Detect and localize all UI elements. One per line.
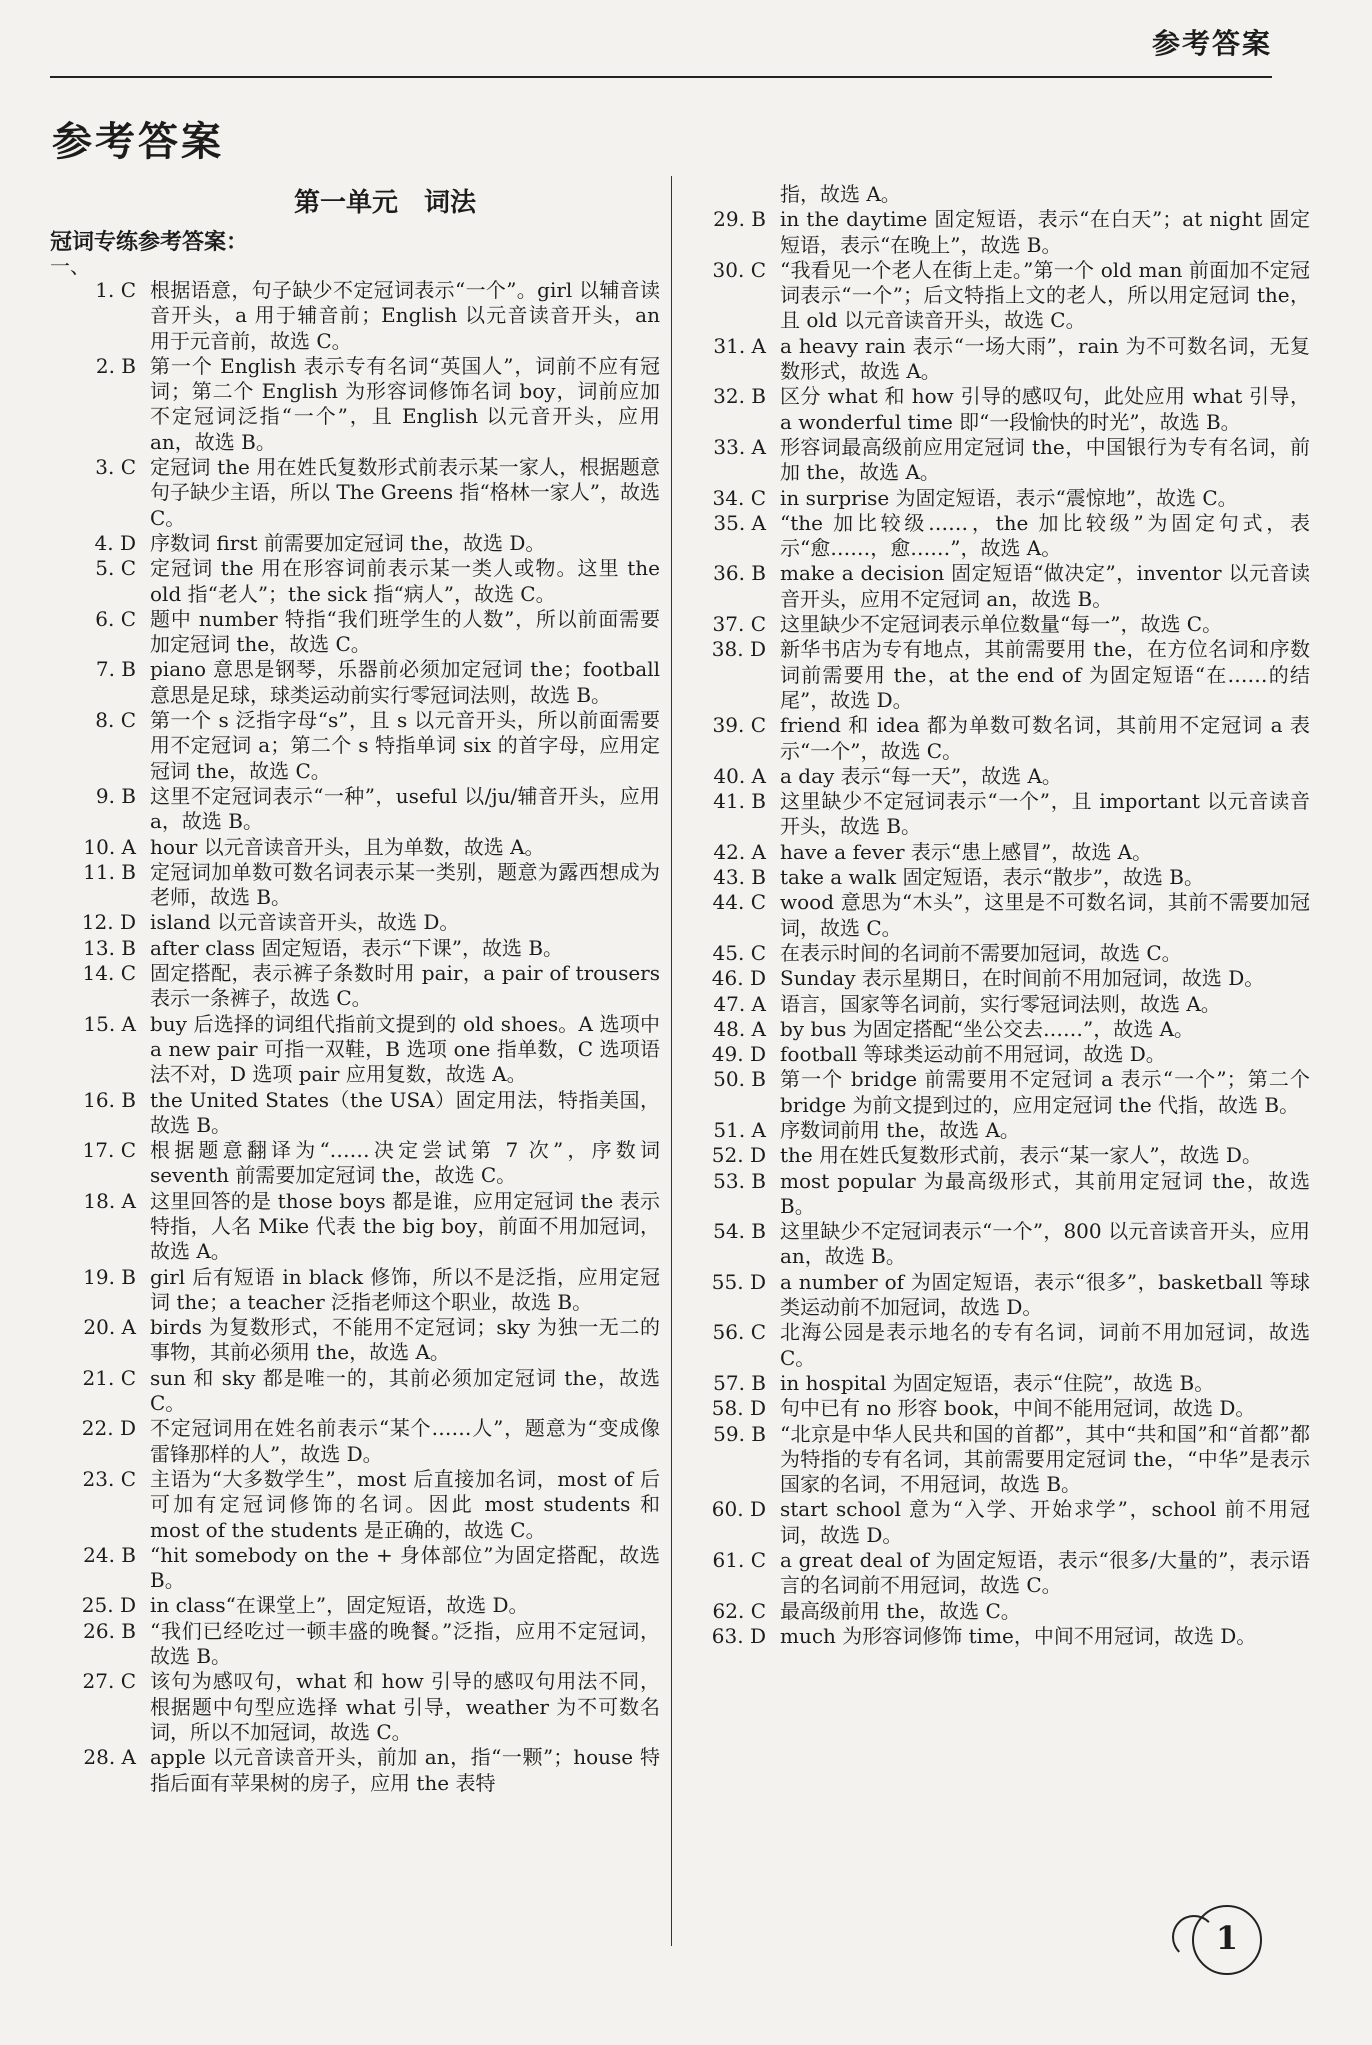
answer-item — [50, 657, 660, 708]
answer-number: 46. D — [711, 966, 766, 991]
answer-item — [50, 1593, 660, 1618]
answer-number: 53. B — [713, 1168, 766, 1193]
answer-item — [700, 486, 1310, 511]
answer-item — [700, 865, 1310, 890]
answer-number: 42. A — [713, 839, 766, 864]
answer-explanation: take a walk 固定短语，表示“散步”，故选 B。 — [780, 865, 1204, 890]
answer-number: 16. B — [83, 1087, 136, 1112]
answer-number: 58. D — [711, 1396, 766, 1421]
answer-number: 47. A — [713, 991, 766, 1016]
answer-number: 25. D — [81, 1593, 136, 1618]
answer-item — [700, 1017, 1310, 1042]
answer-explanation: island 以元音读音开头，故选 D。 — [150, 910, 460, 935]
answer-explanation: 这里缺少不定冠词表示“一个”，且 important 以元音读音开头，故选 B。 — [780, 789, 1310, 839]
answer-number: 52. D — [711, 1143, 766, 1168]
answer-explanation: football 等球类运动前不用冠词，故选 D。 — [780, 1042, 1166, 1067]
answer-item — [50, 835, 660, 860]
answer-explanation: 形容词最高级前应用定冠词 the，中国银行为专有名词，前加 the，故选 A。 — [780, 434, 1310, 485]
answer-explanation: the United States（the USA）固定用法，特指美国，故选 B。 — [150, 1087, 660, 1137]
page-number: 1 — [1192, 1905, 1262, 1975]
answer-item — [700, 789, 1310, 840]
answer-explanation: “the 加比较级……，the 加比较级”为固定句式，表示“愈……，愈……”，故选 A。 — [780, 510, 1310, 561]
answer-item — [50, 1543, 660, 1594]
answer-explanation: 句中已有 no 形容 book，中间不能用冠词，故选 D。 — [780, 1396, 1256, 1421]
answer-item — [700, 713, 1310, 764]
answer-number: 49. D — [711, 1042, 766, 1067]
answer-item — [700, 1422, 1310, 1498]
answer-number: 19. B — [83, 1264, 136, 1289]
answer-item — [700, 764, 1310, 789]
answer-number: 51. A — [713, 1117, 766, 1142]
answer-number: 28. A — [83, 1745, 136, 1770]
answer-explanation: 北海公园是表示地名的专有名词，词前不用加冠词，故选 C。 — [780, 1320, 1310, 1370]
answer-number: 1. C — [95, 278, 136, 302]
answer-number: 61. C — [712, 1548, 766, 1573]
answer-explanation: after class 固定短语，表示“下课”，故选 B。 — [150, 935, 564, 960]
answer-number: 37. C — [712, 612, 766, 637]
answer-explanation: a heavy rain 表示“一场大雨”，rain 为不可数名词，无复数形式，故选 A。 — [780, 333, 1310, 384]
answer-number: 63. D — [711, 1623, 766, 1648]
answer-item — [50, 1366, 660, 1417]
answer-explanation: 新华书店为专有地点，其前需要用 the，在方位名词和序数词前需要用 the，at the end of 为固定短语“在……的结尾”，故选 D。 — [780, 637, 1310, 712]
answer-number: 39. C — [712, 713, 766, 738]
answer-number: 29. B — [713, 207, 766, 232]
answer-explanation: “我看见一个老人在街上走。”第一个 old man 前面加不定冠词表示“一个”；后文特指上文的老人，所以用定冠词 the，且 old 以元音读音开头，故选 C。 — [780, 257, 1310, 333]
answer-item — [700, 334, 1310, 385]
answer-number: 36. B — [713, 561, 766, 586]
answer-item — [700, 1371, 1310, 1396]
section-number: 一、 — [50, 254, 90, 278]
answer-item — [50, 607, 660, 658]
answer-explanation: 主语为“大多数学生”，most 后直接加名词，most of 后可加有定冠词修饰的名词。因此 most students 和 most of the students 是正确的，故选 C。 — [150, 1466, 660, 1542]
answer-number: 45. C — [712, 940, 766, 965]
answer-number: 12. D — [81, 910, 136, 935]
answer-item — [700, 966, 1310, 991]
answer-explanation: 这里缺少不定冠词表示单位数量“每一”，故选 C。 — [780, 612, 1223, 637]
answer-item — [50, 1189, 660, 1265]
answer-number: 54. B — [713, 1219, 766, 1244]
answer-explanation: make a decision 固定短语“做决定”，inventor 以元音读音开头，应用不定冠词 an，故选 B。 — [780, 561, 1310, 611]
answer-explanation: “我们已经吃过一顿丰盛的晚餐。”泛指，应用不定冠词，故选 B。 — [150, 1618, 660, 1669]
answer-item — [50, 455, 660, 531]
answer-explanation: 固定搭配，表示裤子条数时用 pair，a pair of trousers 表示一条裤子，故选 C。 — [150, 961, 660, 1011]
answer-explanation: wood 意思为“木头”，这里是不可数名词，其前不需要加冠词，故选 C。 — [780, 890, 1310, 940]
answer-item — [700, 1497, 1310, 1548]
answer-list-right — [700, 207, 1310, 1649]
page-title: 参考答案 — [52, 119, 224, 165]
answer-number: 30. C — [712, 257, 766, 282]
answer-explanation: birds 为复数形式，不能用不定冠词；sky 为独一无二的事物，其前必须用 the，故选 A。 — [150, 1315, 660, 1365]
answer-number: 50. B — [713, 1067, 766, 1092]
answer-number: 44. C — [712, 890, 766, 915]
answer-number: 34. C — [712, 485, 766, 510]
answer-number: 10. A — [83, 834, 136, 859]
answer-explanation: a number of 为固定短语，表示“很多”，basketball 等球类运动前不加冠词，故选 D。 — [780, 1269, 1310, 1320]
answer-explanation: 不定冠词用在姓名前表示“某个……人”，题意为“变成像雷锋那样的人”，故选 D。 — [150, 1416, 660, 1466]
answer-number: 38. D — [711, 637, 766, 662]
answer-item — [700, 1143, 1310, 1168]
answer-number: 43. B — [713, 865, 766, 890]
answer-item — [700, 511, 1310, 562]
answer-explanation: 定冠词 the 用在形容词前表示某一类人或物。这里 the old 指“老人”；the sick 指“病人”，故选 C。 — [150, 556, 660, 606]
answer-explanation: 语言，国家等名词前，实行零冠词法则，故选 A。 — [780, 991, 1221, 1016]
answer-explanation: a great deal of 为固定短语，表示“很多/大量的”，表示语言的名词前不用冠词，故选 C。 — [780, 1548, 1310, 1598]
answer-item — [700, 1042, 1310, 1067]
answer-item — [50, 278, 660, 354]
answer-explanation: a day 表示“每一天”，故选 A。 — [780, 763, 1062, 788]
answer-number: 11. B — [83, 859, 136, 884]
answer-item — [700, 840, 1310, 865]
answer-number: 20. A — [83, 1315, 136, 1340]
answer-explanation: 第一个 English 表示专有名词“英国人”，词前不应有冠词；第二个 English 为形容词修饰名词 boy，词前应加不定冠词泛指“一个”，且 English 以元音开头，应用 an，故选 B。 — [150, 353, 660, 454]
left-column — [50, 182, 660, 1796]
answer-item — [700, 1548, 1310, 1599]
answer-item — [700, 890, 1310, 941]
answer-explanation: 根据题意翻译为“……决定尝试第 7 次”，序数词 seventh 前需要加定冠词 the，故选 C。 — [150, 1138, 660, 1188]
answer-number: 8. C — [95, 708, 136, 733]
answer-explanation: “北京是中华人民共和国的首都”，其中“共和国”和“首都”都为特指的专有名词，其前需要用定冠词 the，“中华”是表示国家的名词，不用冠词，故选 B。 — [780, 1421, 1310, 1497]
answer-explanation: much 为形容词修饰 time，中间不用冠词，故选 D。 — [780, 1623, 1257, 1648]
answer-item — [50, 1619, 660, 1670]
answer-explanation: piano 意思是钢琴，乐器前必须加定冠词 the；football 意思是足球，球类运动前实行零冠词法则，故选 B。 — [150, 657, 660, 707]
answer-number: 2. B — [95, 353, 136, 378]
answer-explanation: 定冠词加单数可数名词表示某一类别，题意为露西想成为老师，故选 B。 — [150, 859, 660, 910]
answer-explanation: friend 和 idea 都为单数可数名词，其前用不定冠词 a 表示“一个”，故选 C。 — [780, 713, 1310, 763]
answer-number: 6. C — [95, 606, 136, 631]
answer-item — [700, 637, 1310, 713]
answer-number: 56. C — [712, 1320, 766, 1345]
answer-item — [700, 1169, 1310, 1220]
answer-item — [50, 1012, 660, 1088]
answer-number: 57. B — [713, 1370, 766, 1395]
answer-number: 21. C — [82, 1365, 136, 1390]
answer-explanation: 该句为感叹句，what 和 how 引导的感叹句用法不同，根据题中句型应选择 what 引导，weather 为不可数名词，所以不加冠词，故选 C。 — [150, 1669, 660, 1744]
answer-explanation: the 用在姓氏复数形式前，表示“某一家人”，故选 D。 — [780, 1143, 1262, 1168]
answer-item — [50, 1416, 660, 1467]
answer-number: 15. A — [83, 1011, 136, 1036]
answer-number: 18. A — [83, 1188, 136, 1213]
answer-number: 9. B — [95, 783, 136, 808]
answer-explanation: 最高级前用 the，故选 C。 — [780, 1598, 1021, 1623]
answer-explanation: 题中 number 特指“我们班学生的人数”，所以前面需要加定冠词 the，故选 C。 — [150, 606, 660, 657]
answer-explanation: 序数词 first 前需要加定冠词 the，故选 D。 — [150, 530, 546, 555]
answer-item — [50, 961, 660, 1012]
answer-number: 31. A — [713, 333, 766, 358]
answer-item — [700, 207, 1310, 258]
answer-number: 33. A — [713, 434, 766, 459]
answer-item — [50, 1745, 660, 1796]
answer-number: 41. B — [713, 789, 766, 814]
answer-item — [50, 936, 660, 961]
answer-number: 32. B — [713, 384, 766, 409]
answer-explanation: 区分 what 和 how 引导的感叹句，此处应用 what 引导，a wonderful time 即“一段愉快的时光”，故选 B。 — [780, 384, 1310, 434]
answer-item — [50, 1467, 660, 1543]
answer-explanation: sun 和 sky 都是唯一的，其前必须加定冠词 the，故选 C。 — [150, 1365, 660, 1416]
answer-number: 22. D — [81, 1416, 136, 1441]
answer-number: 5. C — [95, 556, 136, 581]
answer-item — [50, 1669, 660, 1745]
answer-explanation: by bus 为固定搭配“坐公交去……”，故选 A。 — [780, 1016, 1195, 1041]
answer-item — [700, 435, 1310, 486]
answer-explanation: have a fever 表示“患上感冒”，故选 A。 — [780, 839, 1153, 864]
answer-number: 14. C — [82, 961, 136, 986]
answer-item — [50, 1265, 660, 1316]
answer-item — [700, 941, 1310, 966]
answer-item — [700, 1067, 1310, 1118]
answer-number: 13. B — [83, 935, 136, 960]
answer-item — [700, 1624, 1310, 1649]
answer-explanation: 第一个 bridge 前需要用不定冠词 a 表示“一个”；第二个 bridge 为前文提到过的，应用定冠词 the 代指，故选 B。 — [780, 1067, 1310, 1117]
answer-explanation: apple 以元音读音开头，前加 an，指“一颗”；house 特指后面有苹果树的房子，应用 the 表特 — [150, 1745, 660, 1795]
answer-explanation: Sunday 表示星期日，在时间前不用加冠词，故选 D。 — [780, 966, 1265, 991]
continuation-text: 指，故选 A。 — [780, 182, 901, 206]
answer-explanation: buy 后选择的词组代指前文提到的 old shoes。A 选项中 a new pair 可指一双鞋，B 选项 one 指单数，C 选项语法不对，D 选项 pair 应用复数，故选 A。 — [150, 1011, 660, 1087]
answer-explanation: hour 以元音读音开头，且为单数，故选 A。 — [150, 834, 545, 859]
header-rule — [50, 76, 1272, 78]
answer-explanation: 序数词前用 the，故选 A。 — [780, 1117, 1020, 1142]
column-divider — [671, 176, 672, 1946]
section-title: 冠词专练参考答案： — [50, 230, 249, 255]
answer-item — [700, 1118, 1310, 1143]
right-column — [700, 182, 1310, 1649]
answer-item — [50, 910, 660, 935]
answer-item — [700, 258, 1310, 334]
answer-item — [700, 384, 1310, 435]
answer-item — [50, 556, 660, 607]
answer-item — [50, 1138, 660, 1189]
answer-item — [700, 1270, 1310, 1321]
answer-item — [700, 1599, 1310, 1624]
unit-title: 第一单元 词法 — [293, 188, 476, 218]
answer-explanation: 定冠词 the 用在姓氏复数形式前表示某一家人，根据题意句子缺少主语，所以 The Greens 指“格林一家人”，故选 C。 — [150, 455, 660, 530]
answer-item — [50, 531, 660, 556]
answer-explanation: in hospital 为固定短语，表示“住院”，故选 B。 — [780, 1370, 1215, 1395]
answer-explanation: 根据语意，句子缺少不定冠词表示“一个”。girl 以辅音读音开头，a 用于辅音前；English 以元音读音开头，an 用于元音前，故选 C。 — [150, 278, 660, 353]
answer-number: 27. C — [82, 1669, 136, 1694]
answer-number: 40. A — [713, 763, 766, 788]
answer-item — [50, 354, 660, 455]
answer-explanation: in surprise 为固定短语，表示“震惊地”，故选 C。 — [780, 485, 1238, 510]
answer-item — [700, 1219, 1310, 1270]
answer-number: 60. D — [711, 1497, 766, 1522]
answer-number: 3. C — [95, 455, 136, 480]
answer-explanation: 这里不定冠词表示“一种”，useful 以/ju/辅音开头，应用 a，故选 B。 — [150, 783, 660, 834]
answer-explanation: in class“在课堂上”，固定短语，故选 D。 — [150, 1593, 529, 1618]
answer-number: 23. C — [82, 1466, 136, 1491]
answer-item — [700, 1396, 1310, 1421]
header-tab: 参考答案 — [1151, 27, 1272, 60]
answer-number: 4. D — [94, 530, 136, 555]
answer-number: 24. B — [83, 1542, 136, 1567]
answer-explanation: 这里缺少不定冠词表示“一个”，800 以元音读音开头，应用 an，故选 B。 — [780, 1219, 1310, 1269]
answer-item — [50, 708, 660, 784]
answer-explanation: 在表示时间的名词前不需要加冠词，故选 C。 — [780, 940, 1182, 965]
answer-explanation: 第一个 s 泛指字母“s”，且 s 以元音开头，所以前面需要用不定冠词 a；第二个 s 特指单词 six 的首字母，应用定冠词 the，故选 C。 — [150, 708, 660, 783]
answer-number: 7. B — [95, 657, 136, 682]
answer-explanation: “hit somebody on the + 身体部位”为固定搭配，故选 B。 — [150, 1542, 660, 1593]
answer-number: 26. B — [83, 1618, 136, 1643]
answer-item — [700, 612, 1310, 637]
answer-item — [700, 992, 1310, 1017]
answer-number: 62. C — [712, 1598, 766, 1623]
answer-explanation: girl 后有短语 in black 修饰，所以不是泛指，应用定冠词 the；a teacher 泛指老师这个职业，故选 B。 — [150, 1264, 660, 1314]
answer-list-left — [50, 278, 660, 1796]
answer-item — [50, 1315, 660, 1366]
answer-number: 35. A — [713, 510, 766, 535]
answer-explanation: in the daytime 固定短语，表示“在白天”；at night 固定短语，表示“在晚上”，故选 B。 — [780, 207, 1310, 257]
answer-item — [50, 1088, 660, 1139]
answer-item — [700, 561, 1310, 612]
answer-number: 17. C — [82, 1138, 136, 1163]
answer-number: 55. D — [711, 1269, 766, 1294]
answer-explanation: start school 意为“入学、开始求学”，school 前不用冠词，故选 D。 — [780, 1497, 1310, 1547]
answer-item — [700, 1320, 1310, 1371]
answer-item — [50, 860, 660, 911]
answer-number: 59. B — [713, 1421, 766, 1446]
answer-number: 48. A — [713, 1016, 766, 1041]
answer-explanation: most popular 为最高级形式，其前用定冠词 the，故选 B。 — [780, 1168, 1310, 1218]
answer-explanation: 这里回答的是 those boys 都是谁，应用定冠词 the 表示特指，人名 Mike 代表 the big boy，前面不用加冠词，故选 A。 — [150, 1188, 660, 1264]
answer-item — [50, 784, 660, 835]
